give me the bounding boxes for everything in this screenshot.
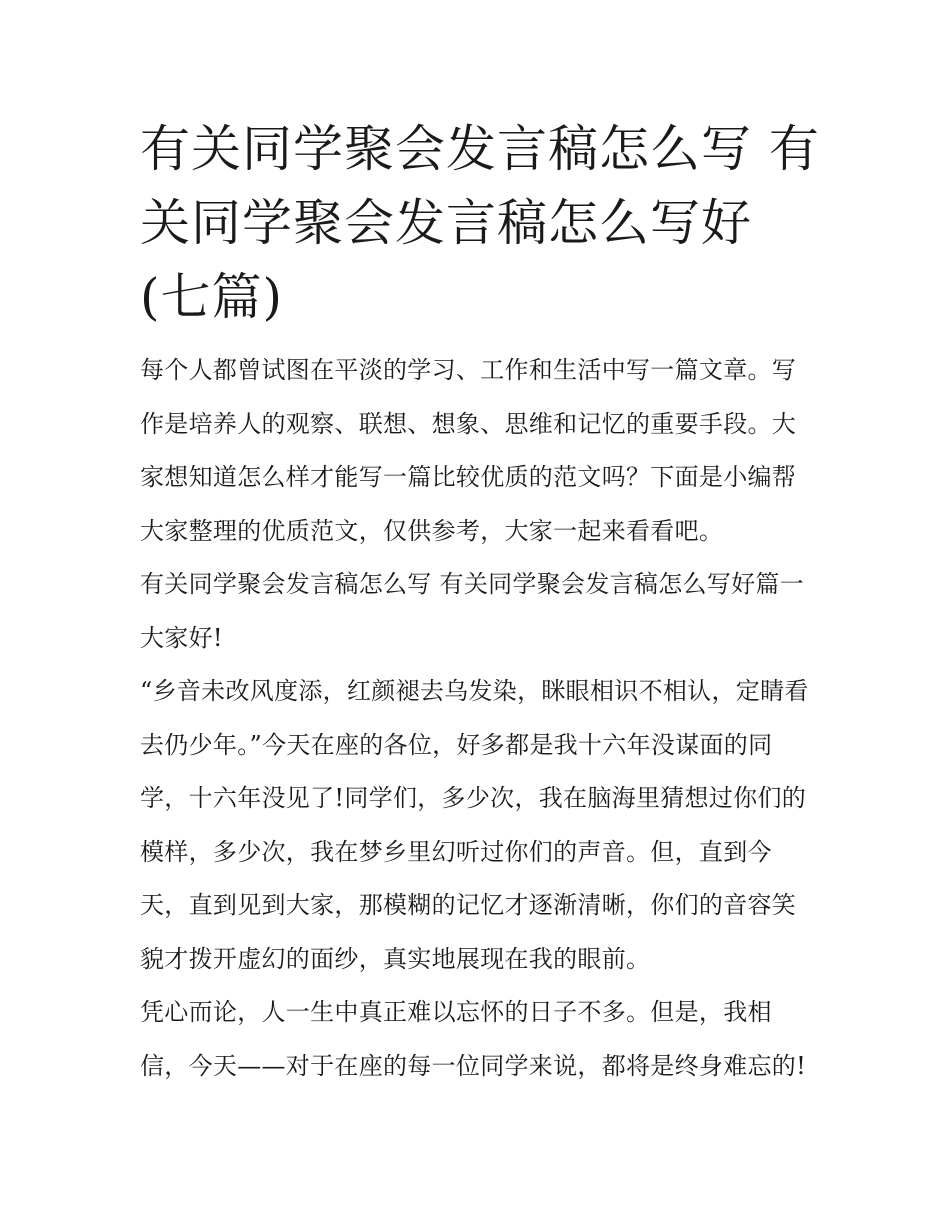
intro-paragraph: 每个人都曾试图在平淡的学习、工作和生活中写一篇文章。写作是培养人的观察、联想、想象、思维和记忆的重要手段。大家想知道怎么样才能写一篇比较优质的范文吗？下面是小编帮大家整理的优质范文，仅供参考，大家一起来看看吧。 (140, 356, 797, 545)
document-page (140, 112, 820, 1093)
quote-paragraph: “乡音未改风度添，红颜褪去乌发染，眯眼相识不相认，定睛看去仍少年。”今天在座的各位，好多都是我十六年没谋面的同学，十六年没见了!同学们，多少次，我在脑海里猜想过你们的模样，多少次，我在梦乡里幻听过你们的声音。但，直到今天，直到见到大家，那模糊的记忆才逐渐清晰，你们的音容笑貌才拨开虚幻的面纱，真实地展现在我的眼前。 (140, 677, 809, 973)
document-title: 有关同学聚会发言稿怎么写 有关同学聚会发言稿怎么写好(七篇) (140, 120, 820, 326)
closing-paragraph: 凭心而论，人一生中真正难以忘怀的日子不多。但是，我相信，今天——对于在座的每一位同学来说，都将是终身难忘的! (140, 998, 807, 1080)
section-heading-paragraph: 有关同学聚会发言稿怎么写 有关同学聚会发言稿怎么写好篇一 大家好! (140, 570, 805, 652)
